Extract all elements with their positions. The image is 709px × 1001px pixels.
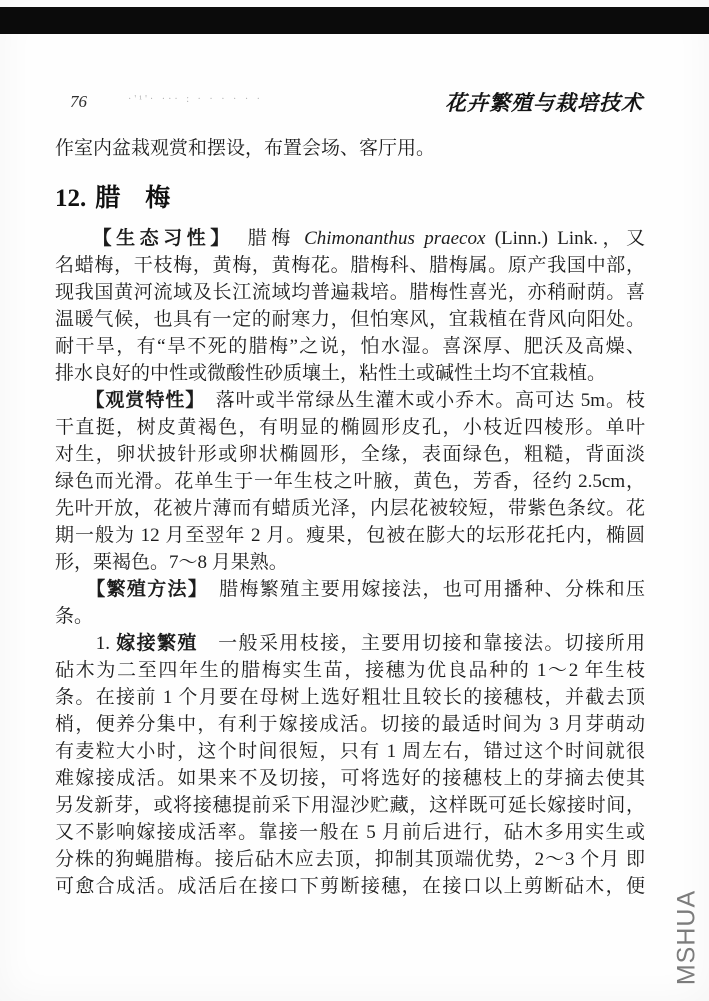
running-title: 花卉繁殖与栽培技术	[445, 92, 643, 115]
text-line: 1. 嫁接繁殖 一般采用枝接，主要用切接和靠接法。切接所用	[55, 633, 645, 654]
text-line: 梢，便养分集中，有利于嫁接成活。切接的最适时间为 3 月芽萌动	[55, 714, 645, 735]
section-heading	[55, 178, 170, 214]
text-line: 有麦粒大小时，这个时间很短，只有 1 周左右，错过这个时间就很	[55, 741, 645, 762]
watermark: MSHUA	[672, 889, 701, 986]
text-line: 对生，卵状披针形或卵状椭圆形，全缘，表面绿色，粗糙，背面淡	[55, 444, 645, 465]
text-line: 难嫁接成活。如果来不及切接，可将选好的接穗枝上的芽摘去使其	[55, 768, 645, 789]
intro-line: 作室内盆栽观赏和摆设，布置会场、客厅用。	[55, 138, 436, 159]
text-line: 绿色而光滑。花单生于一年生枝之叶腋，黄色，芳香，径约 2.5cm，	[55, 471, 645, 492]
text-line: 【生态习性】 腊梅 Chimonanthus praecox (Linn.) Link.，又	[102, 228, 645, 249]
text-line: 排水良好的中性或微酸性砂质壤土，粘性土或碱性土均不宜栽植。	[55, 363, 607, 384]
text-line: 砧木为二至四年生的腊梅实生苗，接穗为优良品种的 1～2 年生枝	[55, 660, 645, 681]
text-line: 【繁殖方法】 腊梅繁殖主要用嫁接法，也可用播种、分株和压	[95, 579, 645, 600]
text-line: 【观赏特性】 落叶或半常绿丛生灌木或小乔木。高可达 5m。枝	[94, 390, 645, 411]
text-line: 条。在接前 1 个月要在母树上选好粗壮且较长的接穗枝，并截去顶	[55, 687, 645, 708]
paragraph	[55, 225, 645, 387]
text-line: 可愈合成活。成活后在接口下剪断接穗，在接口以上剪断砧木，便	[55, 876, 645, 897]
section-title: 腊 梅	[95, 184, 171, 212]
text-line: 现我国黄河流域及长江流域均普遍栽培。腊梅性喜光，亦稍耐荫。喜	[55, 282, 645, 303]
scan-artifact-bar	[0, 7, 709, 34]
text-line: 干直挺，树皮黄褐色，有明显的椭圆形皮孔，小枝近四棱形。单叶	[55, 417, 645, 438]
text-line: 又不影响嫁接成活率。靠接一般在 5 月前后进行，砧木多用实生或	[55, 822, 645, 843]
body-text	[55, 225, 645, 900]
text-line: 先叶开放，花被片薄而有蜡质光泽，内层花被较短，带紫色条纹。花	[55, 498, 645, 519]
page-number: 76	[70, 92, 87, 111]
text-line: 耐干旱，有“旱不死的腊梅”之说，怕水湿。喜深厚、肥沃及高燥、	[55, 336, 645, 357]
text-line: 另发新芽，或将接穗提前采下用湿沙贮藏，这样既可延长嫁接时间，	[55, 795, 645, 816]
text-line: 条。	[55, 606, 94, 627]
paragraph	[55, 387, 645, 576]
paragraph	[55, 576, 645, 630]
text-line: 分株的狗蝇腊梅。接后砧木应去顶，抑制其顶端优势，2～3 个月 即	[55, 849, 645, 870]
text-line: 名蜡梅，干枝梅，黄梅，黄梅花。腊梅科、腊梅属。原产我国中部，	[55, 255, 645, 276]
scan-noise-dots: ·'¹'· ··· : · · · · · ·	[128, 94, 264, 105]
text-line: 温暖气候，也具有一定的耐寒力，但怕寒风，宜栽植在背风向阳处。	[55, 309, 645, 330]
section-number: 12.	[55, 185, 87, 212]
text-line: 形，栗褐色。7～8 月果熟。	[55, 552, 288, 573]
text-line: 期一般为 12 月至翌年 2 月。瘦果，包被在膨大的坛形花托内，椭圆	[55, 525, 645, 546]
paragraph	[55, 630, 645, 900]
